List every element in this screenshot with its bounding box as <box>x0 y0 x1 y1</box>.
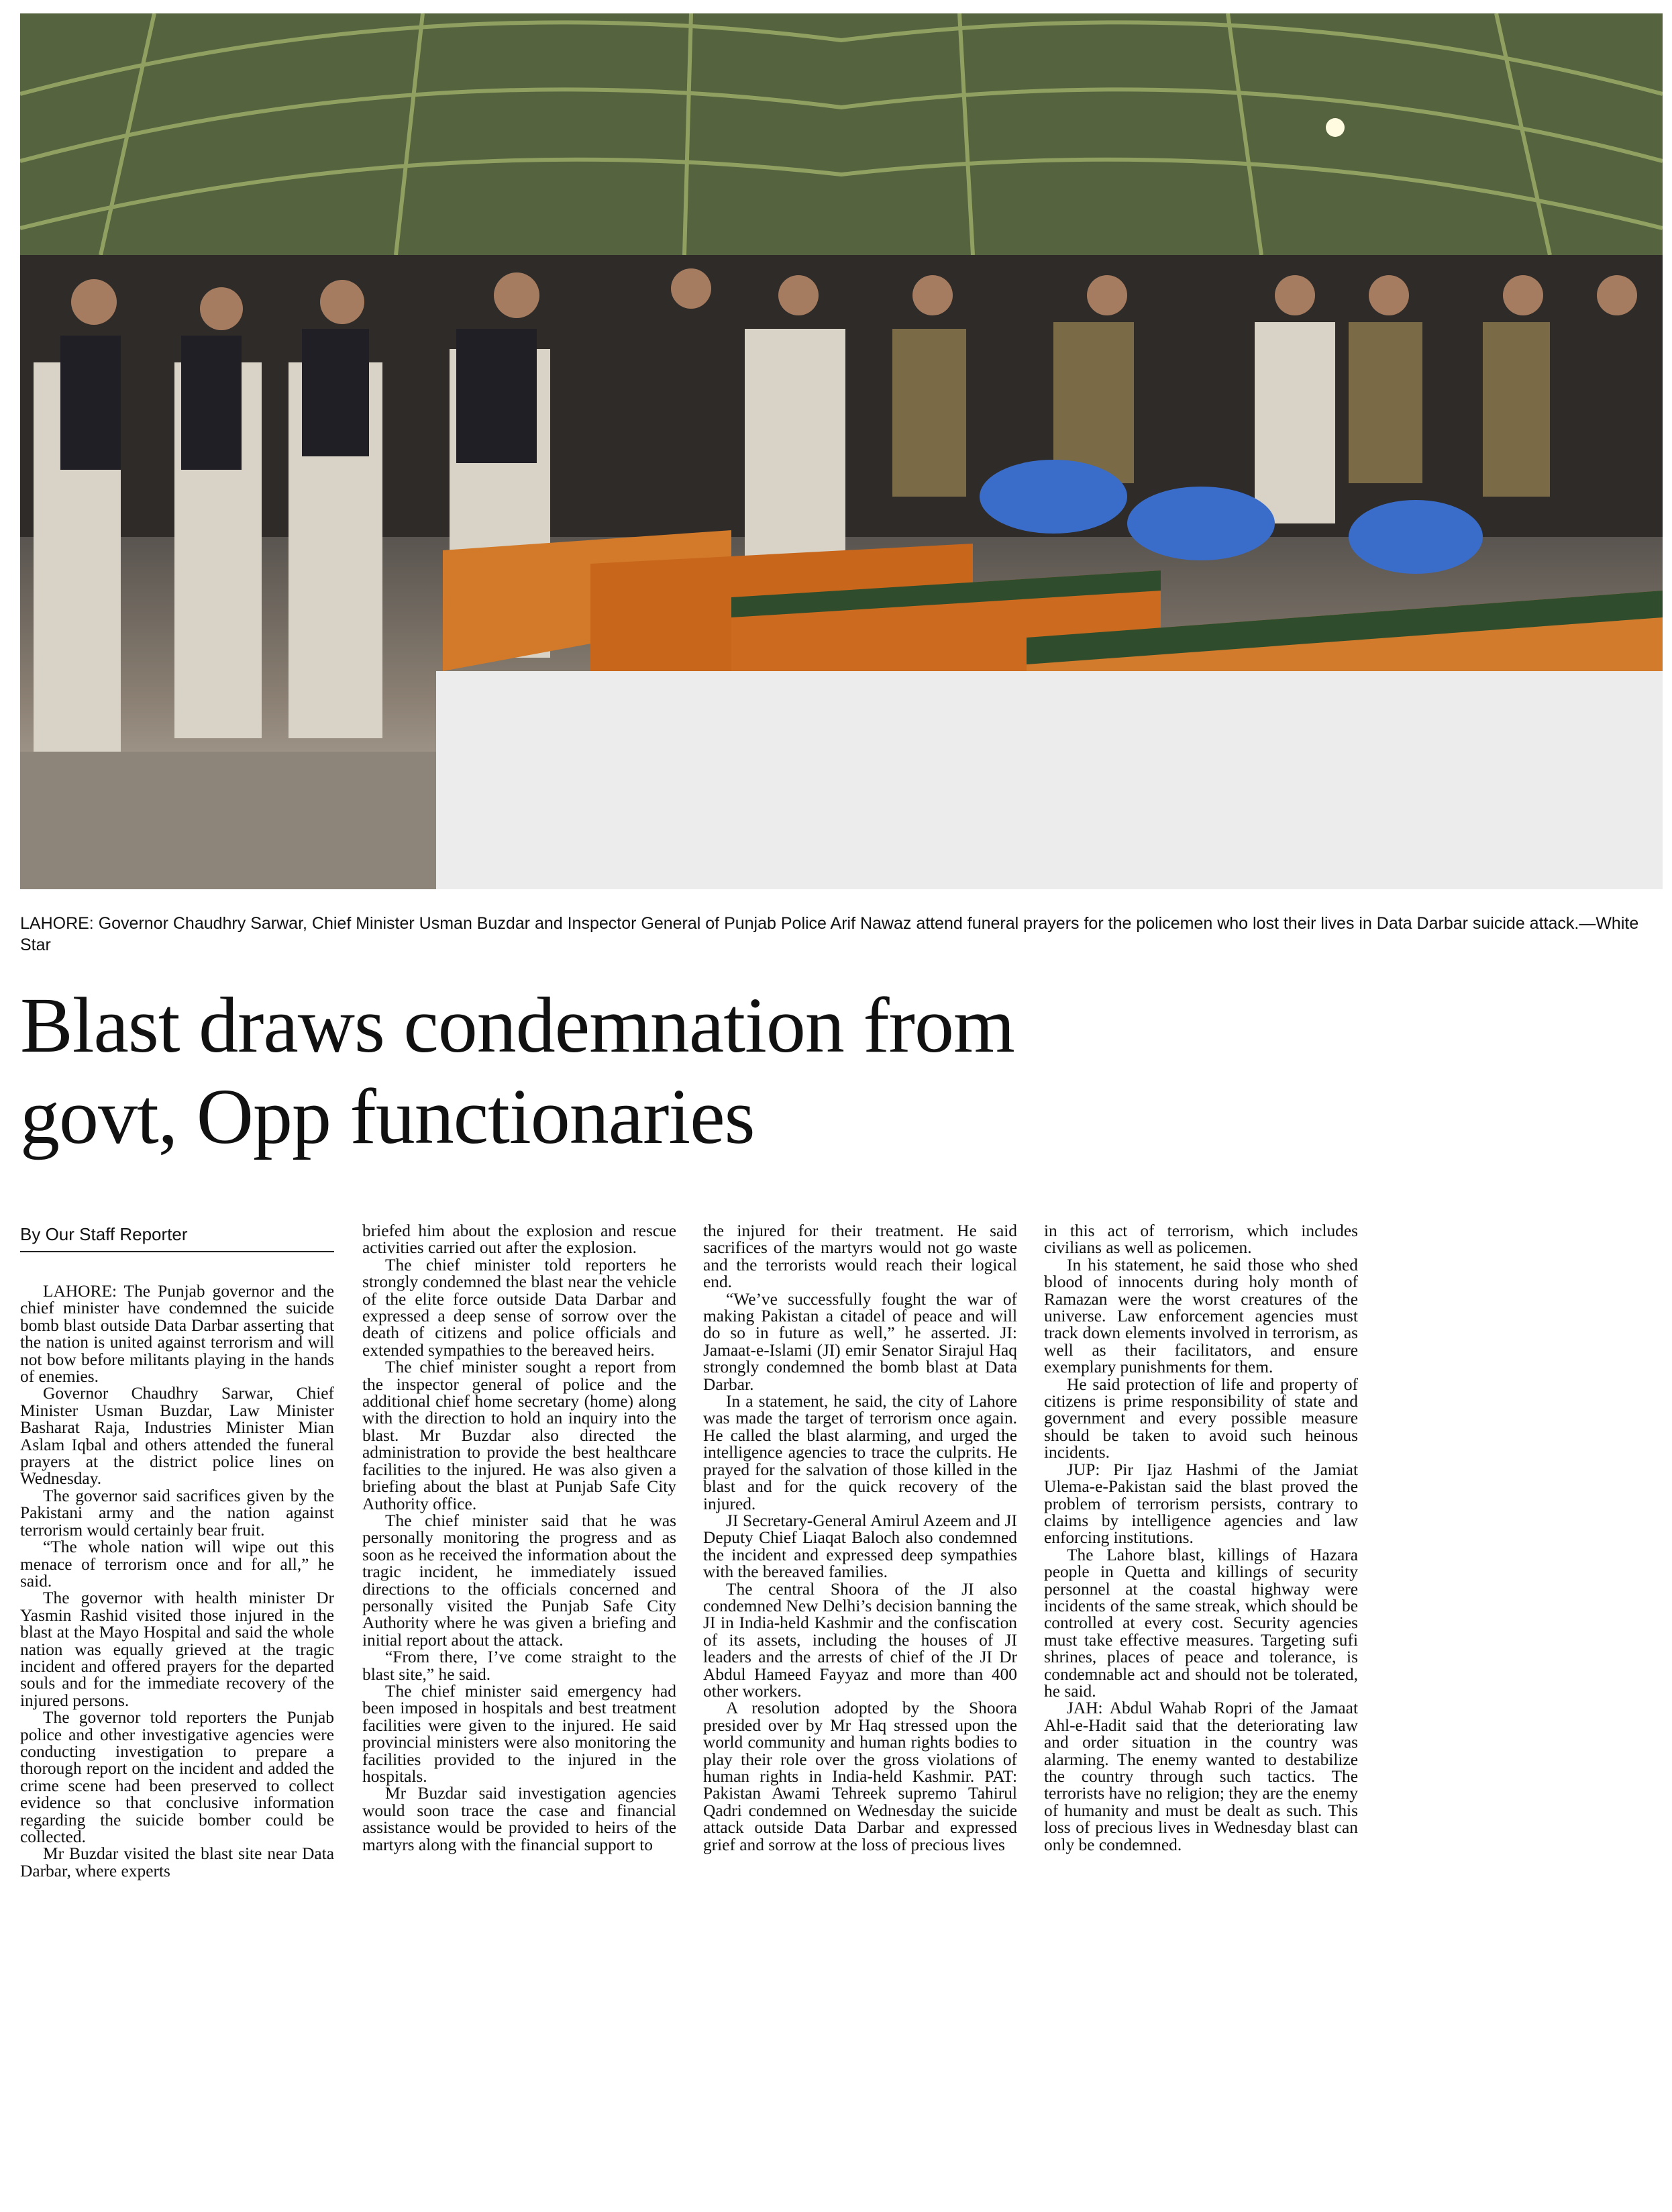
paragraph: The chief minister told reporters he strongly condemned the blast near the vehicle of the elite force outside Data Darbar and expressed a deep sense of sorrow over the death of citizens and police officials and extended sympathies to the bereaved heirs. <box>362 1255 676 1360</box>
paragraph: In a statement, he said, the city of Lahore was made the target of terrorism once again. He called the blast alarming, and urged the intelligence agencies to trace the culprits. He prayed for the salvation of those killed in the blast and for the quick recovery of the injured. <box>703 1392 1017 1513</box>
funeral-scene-image <box>20 13 1663 889</box>
paragraph: in this act of terrorism, which includes civilians as well as policemen. <box>1044 1221 1358 1258</box>
paragraph: “The whole nation will wipe out this menace of terrorism once and for all,” he said. <box>20 1538 334 1591</box>
paragraph: Mr Buzdar said investigation agencies would soon trace the case and financial assistance would be provided to heirs of the martyrs along with the financial support to <box>362 1784 676 1854</box>
paragraph: A resolution adopted by the Shoora presided over by Mr Haq stressed upon the world community and human rights bodies to play their role over the gross violations of human rights in India-held Kashmir. PAT: Pakistan Awami Tehreek supremo Tahirul Qadri condemned on Wednesday the suicide attack outside Data Darbar and expressed grief and sorrow at the loss of precious lives <box>703 1699 1017 1854</box>
paragraph: He said protection of life and property of citizens is prime responsibility of state and government and every possible measure should be taken to avoid such heinous incidents. <box>1044 1374 1358 1462</box>
paragraph: The Lahore blast, killings of Hazara people in Quetta and killings of security personnel at the coastal highway were incidents of the same streak, which should be controlled at every cost. Security agencies must take effective measures. Targeting sufi shrines, places of peace and tolerance, is condemnable act and should not be tolerated, he said. <box>1044 1545 1358 1701</box>
paragraph: The central Shoora of the JI also condemned New Delhi’s decision banning the JI in India-held Kashmir and the confiscation of its assets, including the houses of JI leaders and the arrests of chief of the JI Dr Abdul Hameed Fayyaz and more than 400 other workers. <box>703 1579 1017 1701</box>
headline <box>20 980 1429 1162</box>
paragraph: The governor with health minister Dr Yasmin Rashid visited those injured in the blast at the Mayo Hospital and said the whole nation was equally grieved at the tragic incident and offered prayers for the departed souls and for the immediate recovery of the injured persons. <box>20 1589 334 1710</box>
paragraph: The chief minister said that he was personally monitoring the progress and as soon as he received the information about the tragic incident, he immediately issued directions to the officials concerned and personally visited the Punjab Safe City Authority where he was given a briefing and initial report about the attack. <box>362 1511 676 1650</box>
paragraph: In his statement, he said those who shed blood of innocents during holy month of Ramazan were the worst creatures of the universe. Law enforcement agencies must track down elements involved in terrorism, as well as their facilitators, and ensure exemplary punishments for them. <box>1044 1255 1358 1377</box>
paragraph: “We’ve successfully fought the war of making Pakistan a citadel of peace and will do so in future as well,” he asserted. JI: Jamaat-e-Islami (JI) emir Senator Sirajul Haq strongly condemned the bomb blast at Data Darbar. <box>703 1289 1017 1394</box>
paragraph: “From there, I’ve come straight to the blast site,” he said. <box>362 1648 676 1684</box>
paragraph: The chief minister sought a report from the inspector general of police and the additional chief home secretary (home) along with the direction to hold an inquiry into the blast. Mr Buzdar also directed the administration to provide the best healthcare facilities to the injured. He was also given a briefing about the blast at Punjab Safe City Authority office. <box>362 1358 676 1513</box>
paragraph: Mr Buzdar visited the blast site near Data Darbar, where experts <box>20 1844 334 1880</box>
paragraph: briefed him about the explosion and rescue activities carried out after the explosion. <box>362 1221 676 1258</box>
paragraph: JI Secretary-General Amirul Azeem and JI Deputy Chief Liaqat Baloch also condemned the incident and expressed deep sympathies with the bereaved families. <box>703 1511 1017 1582</box>
headline-line-1: Blast draws condemnation from <box>20 981 1014 1069</box>
photo-caption: LAHORE: Governor Chaudhry Sarwar, Chief Minister Usman Buzdar and Inspector General of Punjab Police Arif Nawaz attend funeral prayers for the policemen who lost their lives in Data Darbar suicide attack.—White Star <box>20 914 1639 954</box>
news-photo <box>20 13 1663 889</box>
paragraph: LAHORE: The Punjab governor and the chief minister have condemned the suicide bomb blast outside Data Darbar asserting that the nation is united against terrorism and will not bow before militants playing in the hands of enemies. <box>20 1282 334 1387</box>
paragraph: JAH: Abdul Wahab Ropri of the Jamaat Ahl-e-Hadit said that the deteriorating law and order situation in the country was alarming. The enemy wanted to destabilize the country through such tactics. The terrorists have no religion; they are the enemy of humanity and must be dealt as such. This loss of precious lives in Wednesday blast can only be condemned. <box>1044 1699 1358 1854</box>
paragraph: Governor Chaudhry Sarwar, Chief Minister Usman Buzdar, Law Minister Basharat Raja, Industries Minister Mian Aslam Iqbal and others attended the funeral prayers at the district police lines on Wednesday. <box>20 1384 334 1489</box>
paragraph: The chief minister said emergency had been imposed in hospitals and best treatment facilities were given to the injured. He said provincial ministers were also monitoring the facilities provided to the injured in the hospitals. <box>362 1681 676 1786</box>
article-column-3 <box>703 1223 1017 1854</box>
paragraph: the injured for their treatment. He said sacrifices of the martyrs would not go waste and the terrorists would reach their logical end. <box>703 1221 1017 1292</box>
paragraph: JUP: Pir Ijaz Hashmi of the Jamiat Ulema-e-Pakistan said the blast proved the problem of terrorism persists, contrary to claims by intelligence agencies and law enforcing institutions. <box>1044 1460 1358 1548</box>
paragraph: The governor told reporters the Punjab police and other investigative agencies were conducting investigation to prepare a thorough report on the incident and added the crime scene had been preserved to collect evidence so that conclusive information regarding the suicide bomber could be collected. <box>20 1708 334 1846</box>
paragraph: The governor said sacrifices given by the Pakistani army and the nation against terrorism would certainly bear fruit. <box>20 1486 334 1540</box>
byline: By Our Staff Reporter <box>20 1223 334 1252</box>
article-column-2 <box>362 1223 676 1854</box>
article-column-1 <box>20 1283 334 1880</box>
headline-line-2: govt, Opp functionaries <box>20 1072 755 1160</box>
article-column-4 <box>1044 1223 1358 1854</box>
